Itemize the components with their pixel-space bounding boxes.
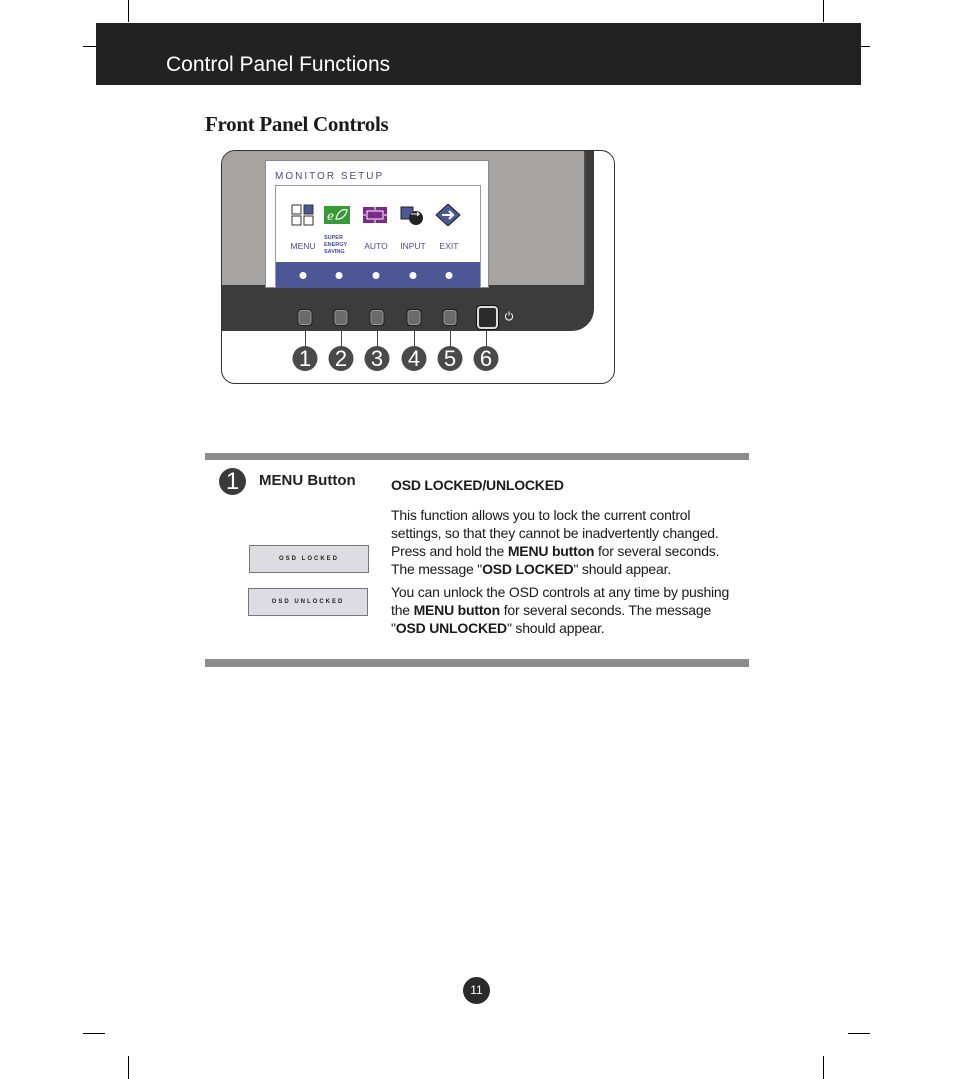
callout-6: 6 <box>474 346 499 371</box>
exit-arrow-icon <box>435 204 461 226</box>
crop-mark <box>128 1056 129 1079</box>
leader-line <box>377 329 378 346</box>
energy-hardware-button <box>334 309 349 326</box>
input-hardware-button <box>407 309 422 326</box>
osd-title: MONITOR SETUP <box>275 171 385 182</box>
section-title: Front Panel Controls <box>205 112 389 136</box>
section-rule-bottom <box>205 659 749 667</box>
auto-hardware-button <box>370 309 385 326</box>
callout-5: 5 <box>438 346 463 371</box>
monitor-body <box>222 151 594 331</box>
osd-label-exit: EXIT <box>439 241 459 251</box>
osd-dot <box>373 272 380 279</box>
auto-adjust-icon <box>362 204 388 226</box>
crop-mark <box>823 1056 824 1079</box>
leader-line <box>305 329 306 346</box>
osd-unlocked-message: OSD UNLOCKED <box>248 588 368 616</box>
menu-button-description <box>391 476 736 642</box>
menu-button-number: 1 <box>219 468 246 495</box>
osd-dot <box>446 272 453 279</box>
osd-dot <box>410 272 417 279</box>
input-icon <box>399 204 425 226</box>
callout-3: 3 <box>365 346 390 371</box>
osd-panel <box>275 185 481 288</box>
osd-label-input: INPUT <box>400 241 426 251</box>
osd-window <box>265 160 489 288</box>
power-hardware-button <box>477 306 498 329</box>
menu-hardware-button <box>298 309 313 326</box>
leaf-icon <box>324 204 350 226</box>
section-rule-top <box>205 453 749 460</box>
crop-mark <box>823 0 824 22</box>
osd-selection-strip <box>276 262 480 288</box>
leader-line <box>450 329 451 346</box>
callout-1: 1 <box>293 346 318 371</box>
callout-4: 4 <box>402 346 427 371</box>
menu-grid-icon <box>290 204 316 226</box>
osd-lock-heading: OSD LOCKED/UNLOCKED <box>391 477 564 493</box>
menu-button-label: MENU Button <box>259 472 356 489</box>
osd-locked-message: OSD LOCKED <box>249 545 369 573</box>
crop-mark <box>128 0 129 22</box>
leader-line <box>486 329 487 346</box>
monitor-illustration <box>221 150 615 384</box>
monitor-screen <box>222 151 586 285</box>
header-bar <box>96 23 861 85</box>
osd-dot <box>336 272 343 279</box>
osd-label-auto: AUTO <box>364 241 388 251</box>
crop-mark <box>848 1033 870 1034</box>
leader-line <box>341 329 342 346</box>
svg-text:e: e <box>327 209 335 223</box>
osd-label-menu: MENU <box>290 241 316 251</box>
leader-line <box>414 329 415 346</box>
power-icon <box>504 311 514 321</box>
header-title: Control Panel Functions <box>166 53 391 76</box>
exit-hardware-button <box>443 309 458 326</box>
callout-2: 2 <box>329 346 354 371</box>
osd-lock-paragraph: This function allows you to lock the current control settings, so that they cannot be inadvertently changed. Press and hold the MENU button for several seconds. The message "OSD LOCKED" should appear. <box>391 507 720 577</box>
crop-mark <box>83 1033 105 1034</box>
page-number: 11 <box>463 977 490 1004</box>
osd-dot <box>300 272 307 279</box>
osd-label-super-energy-saving: SUPER ENERGY SAVING <box>324 235 348 255</box>
osd-unlock-paragraph: You can unlock the OSD controls at any time by pushing the MENU button for several seconds. The message "OSD UNLOCKED" should appear. <box>391 584 730 636</box>
